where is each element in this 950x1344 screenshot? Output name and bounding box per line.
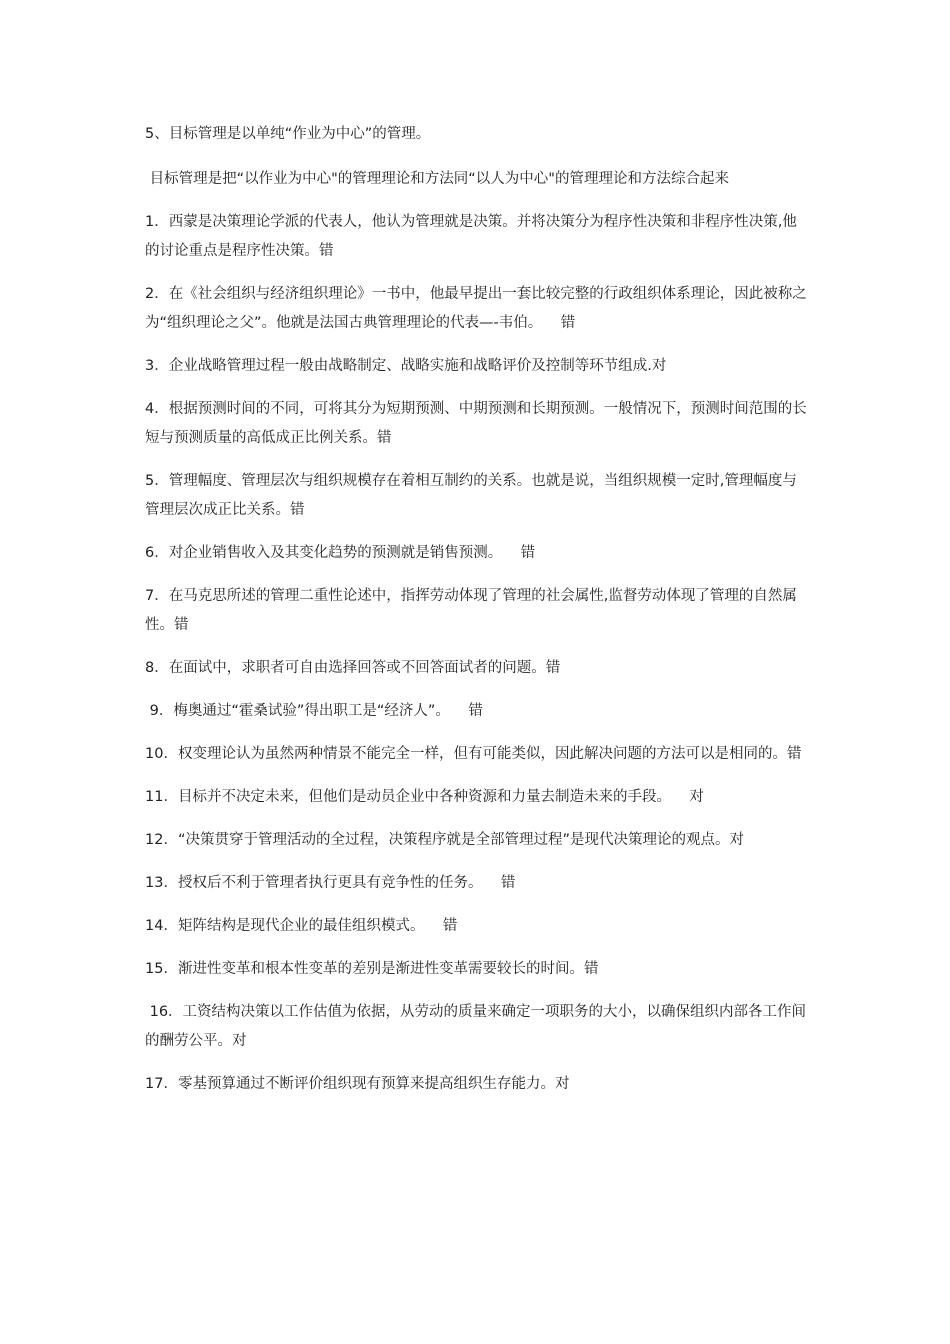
paragraph-item-10: 10．权变理论认为虽然两种情景不能完全一样，但有可能类似，因此解决问题的方法可以是相同的。错 <box>145 746 802 762</box>
paragraph-item-17: 17．零基预算通过不断评价组织现有预算来提高组织生存能力。对 <box>145 1076 570 1092</box>
paragraph-item-1: 1．西蒙是决策理论学派的代表人，他认为管理就是决策。并将决策分为程序性决策和非程序性决策,他的讨论重点是程序性决策。错 <box>145 214 797 259</box>
paragraph-item-9: 9．梅奥通过“霍桑试验”得出职工是“经济人”。 错 <box>145 703 483 719</box>
paragraph-item-5: 5．管理幅度、管理层次与组织规模存在着相互制约的关系。也就是说，当组织规模一定时,管理幅度与管理层次成正比关系。错 <box>145 473 797 518</box>
paragraph-intro-answer: 目标管理是把“以作业为中心"的管理理论和方法同“以人为中心"的管理理论和方法综合起来 <box>145 171 729 187</box>
paragraph-intro-question: 5、目标管理是以单纯“作业为中心”的管理。 <box>145 126 431 142</box>
paragraph-item-11: 11．目标并不决定未来，但他们是动员企业中各种资源和力量去制造未来的手段。 对 <box>145 789 704 805</box>
paragraph-item-2: 2．在《社会组织与经济组织理论》一书中，他最早提出一套比较完整的行政组织体系理论，因此被称之为“组织理论之父”。他就是法国古典管理理论的代表—-韦伯。 错 <box>145 286 807 331</box>
paragraph-item-13: 13．授权后不利于管理者执行更具有竞争性的任务。 错 <box>145 875 516 891</box>
document-body <box>145 120 810 1113</box>
paragraph-item-7: 7．在马克思所述的管理二重性论述中，指挥劳动体现了管理的社会属性,监督劳动体现了管理的自然属性。错 <box>145 588 797 633</box>
paragraph-item-4: 4．根据预测时间的不同，可将其分为短期预测、中期预测和长期预测。一般情况下，预测时间范围的长短与预测质量的高低成正比例关系。错 <box>145 401 807 446</box>
paragraph-item-8: 8．在面试中，求职者可自由选择回答或不回答面试者的问题。错 <box>145 660 561 676</box>
paragraph-item-12: 12．“决策贯穿于管理活动的全过程，决策程序就是全部管理过程”是现代决策理论的观点。对 <box>145 832 744 848</box>
paragraph-item-6: 6．对企业销售收入及其变化趋势的预测就是销售预测。 错 <box>145 545 536 561</box>
paragraph-item-16: 16．工资结构决策以工作估值为依据，从劳动的质量来确定一项职务的大小，以确保组织内部各工作间的酬劳公平。对 <box>145 1004 807 1049</box>
paragraph-item-15: 15．渐进性变革和根本性变革的差别是渐进性变革需要较长的时间。错 <box>145 961 599 977</box>
paragraph-item-3: 3．企业战略管理过程一般由战略制定、战略实施和战略评价及控制等环节组成.对 <box>145 358 667 374</box>
paragraph-item-14: 14．矩阵结构是现代企业的最佳组织模式。 错 <box>145 918 458 934</box>
